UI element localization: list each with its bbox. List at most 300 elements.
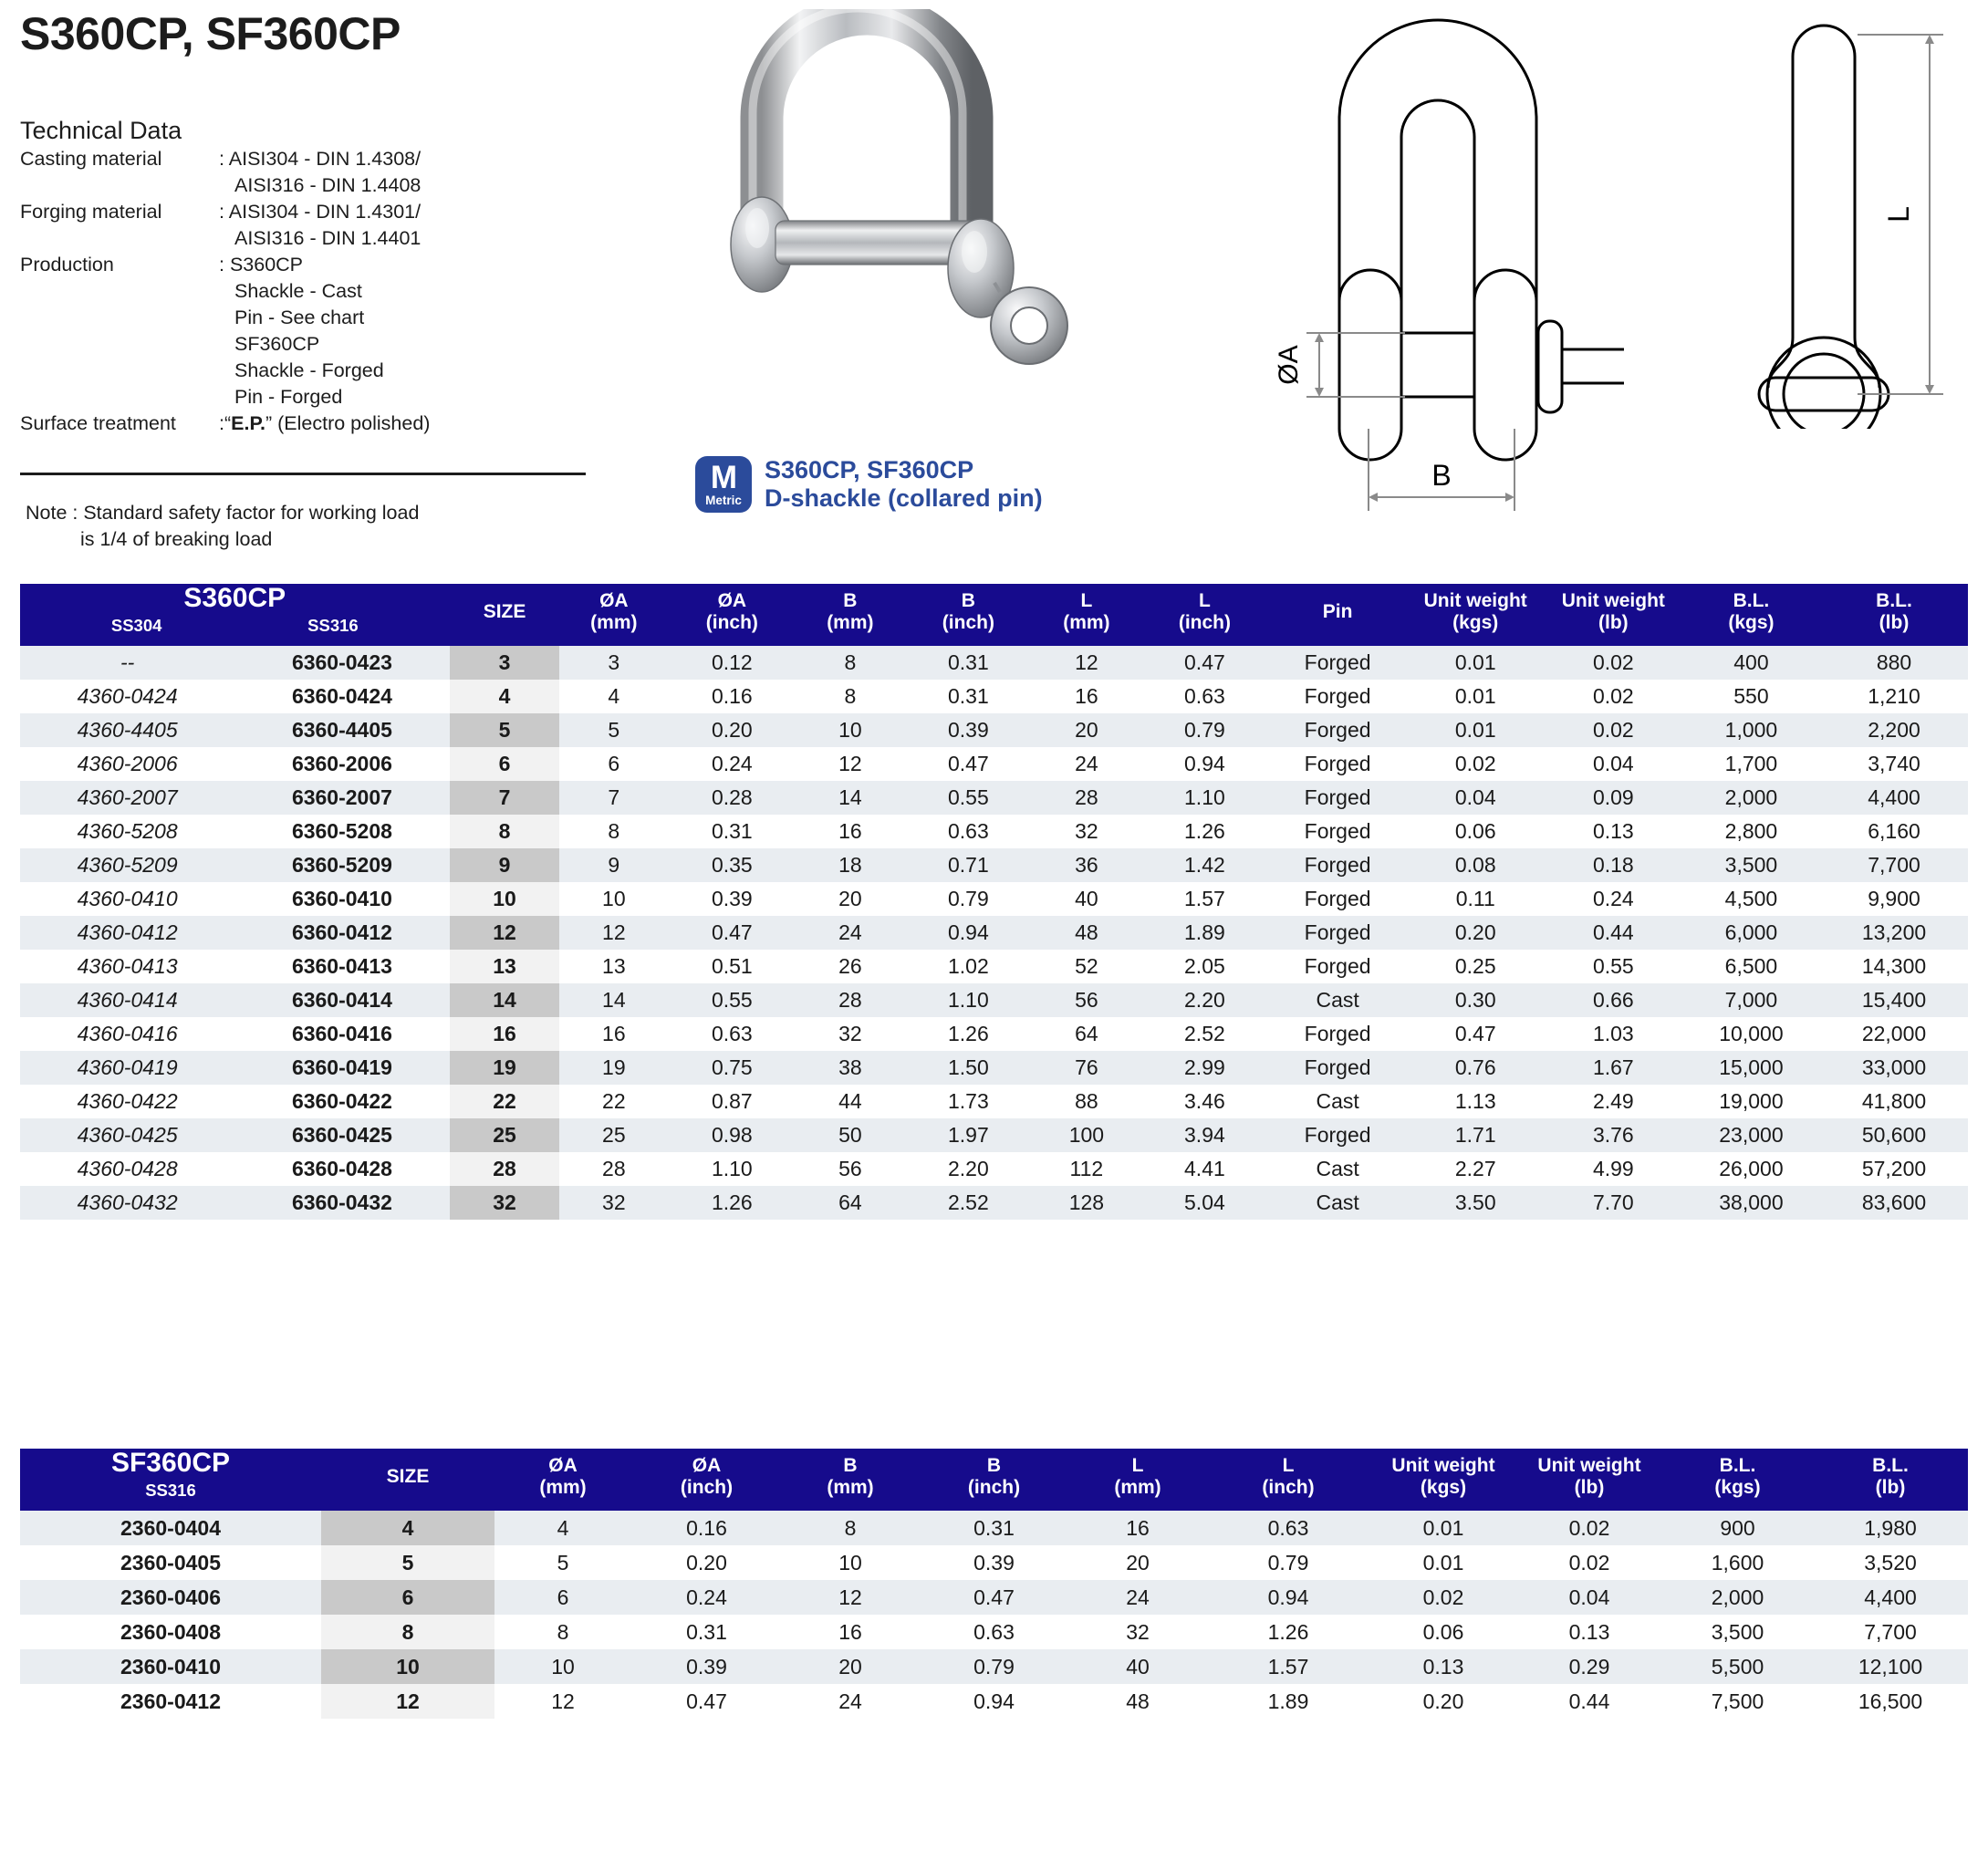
table-cell: 6360-0419 [234,1051,449,1085]
table-cell: 2,200 [1820,713,1968,747]
table-cell: 4 [450,680,560,713]
table-cell: 40 [1069,1649,1206,1684]
table-cell: 2,000 [1662,1580,1813,1615]
table-cell: 4.99 [1545,1152,1682,1186]
spec-row-forging [20,199,430,252]
table-cell: 28 [796,983,905,1017]
table-cell: 9 [450,848,560,882]
col2-header-b-mm-top: B [843,1455,858,1476]
product-label-line1: S360CP, SF360CP [765,456,974,483]
table-cell: 1,980 [1813,1511,1968,1545]
table-cell: 1.73 [904,1085,1032,1118]
table-cell: 7,500 [1662,1684,1813,1719]
table-cell: 0.09 [1545,781,1682,815]
table-cell: 4360-5209 [20,848,234,882]
spec-label-surface: Surface treatment [20,412,176,434]
col2-header-l-mm-top: L [1131,1455,1144,1476]
col-header-b-mm-sub: (mm) [827,612,874,633]
table-cell: 0.44 [1545,916,1682,950]
col2-header-unit-weight-kgs-top: Unit weight [1391,1455,1495,1476]
technical-data-table [20,146,430,437]
table-cell: 0.47 [904,747,1032,781]
table-s360cp-header [20,584,1968,646]
col-header-b-inch-sub: (inch) [942,612,994,633]
spec-row-casting [20,146,430,199]
table-cell: 0.47 [668,916,796,950]
table-cell: 7,700 [1813,1615,1968,1649]
table-cell: 8 [559,815,668,848]
table-cell: 2360-0404 [20,1511,321,1545]
table-cell: 24 [782,1684,919,1719]
table-row [20,713,1968,747]
table-cell: 1.10 [1140,781,1268,815]
table-cell: 64 [796,1186,905,1220]
col2-header-dia-mm-sub: (mm) [539,1477,587,1498]
table-cell: 10 [796,713,905,747]
table-cell: Forged [1269,713,1407,747]
table-cell: 20 [1069,1545,1206,1580]
table-cell: 3.94 [1140,1118,1268,1152]
table-cell: 6360-0422 [234,1085,449,1118]
table-cell: 0.06 [1407,815,1545,848]
col-header-b-inch-top: B [961,590,975,611]
table-row [20,1186,1968,1220]
col2-header-unit-weight-kgs-sub: (kgs) [1420,1477,1467,1498]
safety-note [26,500,419,553]
table-cell: 0.01 [1370,1545,1516,1580]
spec-value-forging-line1: : AISI304 - DIN 1.4301/ [219,201,422,223]
table-cell: 7.70 [1545,1186,1682,1220]
table-cell: 0.39 [631,1649,782,1684]
table-cell: 0.31 [668,815,796,848]
table-cell: 2.05 [1140,950,1268,983]
table-cell: 0.98 [668,1118,796,1152]
spec-value-production-line4: SF360CP [234,333,320,355]
table-cell: 128 [1033,1186,1141,1220]
table-s360cp-wrapper [20,584,1968,1220]
col2-header-unit-weight-kgs [1370,1449,1516,1511]
table-cell: 6360-5208 [234,815,449,848]
table-cell: 0.13 [1516,1615,1662,1649]
spec-row-surface [20,411,430,437]
table-cell: 32 [796,1017,905,1051]
table-cell: 0.24 [668,747,796,781]
col-header-unit-weight-lb-sub: (lb) [1598,612,1629,633]
table-cell: 4.41 [1140,1152,1268,1186]
spec-value-casting-line2: AISI316 - DIN 1.4408 [234,174,422,196]
spec-value-production-line5: Shackle - Forged [234,359,384,381]
table-sf360cp-header [20,1449,1968,1511]
table-cell: 4360-4405 [20,713,234,747]
spec-value-casting [219,146,430,199]
table-cell: 0.63 [668,1017,796,1051]
table-cell: 38,000 [1682,1186,1820,1220]
table-cell: 2360-0408 [20,1615,321,1649]
table-cell: 3,500 [1682,848,1820,882]
table-cell: 14 [796,781,905,815]
table-cell: 400 [1682,646,1820,680]
table-cell: 7 [450,781,560,815]
table-cell: 6,160 [1820,815,1968,848]
table-cell: 100 [1033,1118,1141,1152]
table-row [20,781,1968,815]
spec-value-surface [219,411,430,437]
table-cell: 1,700 [1682,747,1820,781]
metric-badge-icon [695,456,752,513]
table-cell: 16 [796,815,905,848]
col2-header-bl-lb [1813,1449,1968,1511]
table-row [20,950,1968,983]
table-cell: 4360-0422 [20,1085,234,1118]
table-cell: 4,500 [1682,882,1820,916]
table-row [20,1118,1968,1152]
table-cell: 0.63 [904,815,1032,848]
table-cell: 24 [796,916,905,950]
table-cell: 1.57 [1206,1649,1370,1684]
table-cell: 48 [1033,916,1141,950]
table-cell: 2.99 [1140,1051,1268,1085]
table-cell: 18 [796,848,905,882]
table-cell: 0.31 [904,646,1032,680]
spec-value-production-line1: : S360CP [219,254,304,275]
table-cell: 0.01 [1407,646,1545,680]
table-row [20,848,1968,882]
table-cell: 4360-0412 [20,916,234,950]
col-header-l-inch-sub: (inch) [1178,612,1231,633]
table-cell: 1,000 [1682,713,1820,747]
table-cell: 2,800 [1682,815,1820,848]
table-row [20,680,1968,713]
table-cell: 0.39 [904,713,1032,747]
table-cell: 8 [321,1615,494,1649]
table-cell: 0.94 [919,1684,1069,1719]
table-sf360cp [20,1449,1968,1719]
table-cell: 0.47 [919,1580,1069,1615]
table-cell: 1.97 [904,1118,1032,1152]
table-cell: 0.63 [919,1615,1069,1649]
table-cell: 0.02 [1545,680,1682,713]
table-cell: 22 [559,1085,668,1118]
table-cell: 0.04 [1545,747,1682,781]
table-cell: 1,210 [1820,680,1968,713]
col2-header-l-inch-top: L [1282,1455,1295,1476]
shackle-photo-svg [666,9,1095,438]
table-cell: 6360-0428 [234,1152,449,1186]
col2-header-bl-kgs [1662,1449,1813,1511]
table-cell: 0.11 [1407,882,1545,916]
table-cell: 19 [559,1051,668,1085]
table-cell: Cast [1269,983,1407,1017]
table-cell: 83,600 [1820,1186,1968,1220]
table-cell: 0.01 [1370,1511,1516,1545]
table-cell: 7,000 [1682,983,1820,1017]
table-cell: 6360-0425 [234,1118,449,1152]
table-cell: 0.20 [668,713,796,747]
table-cell: 0.47 [1407,1017,1545,1051]
col2-header-b-inch-top: B [986,1455,1002,1476]
table-cell: 12 [559,916,668,950]
table-cell: 0.30 [1407,983,1545,1017]
col2-header-bl-lb-sub: (lb) [1875,1477,1906,1498]
col2-header-dia-inch [631,1449,782,1511]
table-cell: 6,500 [1682,950,1820,983]
table-cell: 3.50 [1407,1186,1545,1220]
table-cell: 5 [450,713,560,747]
spec-value-production-line3: Pin - See chart [234,307,365,328]
col2-header-dia-mm-top: ØA [548,1455,578,1476]
table-cell: 0.79 [919,1649,1069,1684]
col2-header-size [321,1449,494,1511]
table-cell: Cast [1269,1186,1407,1220]
table-cell: 13 [559,950,668,983]
table-cell: 14,300 [1820,950,1968,983]
table-cell: 6 [450,747,560,781]
table-row [20,916,1968,950]
table-cell: 50,600 [1820,1118,1968,1152]
table-cell: 0.44 [1516,1684,1662,1719]
spec-value-casting-line1: : AISI304 - DIN 1.4308/ [219,148,422,170]
table-cell: 2360-0412 [20,1684,321,1719]
table-cell: 16 [559,1017,668,1051]
table-cell: 4 [321,1511,494,1545]
table-cell: 2.52 [904,1186,1032,1220]
table-cell: 0.06 [1370,1615,1516,1649]
table-cell: 13,200 [1820,916,1968,950]
table-cell: 5 [559,713,668,747]
table-cell: 0.28 [668,781,796,815]
table-cell: 0.31 [904,680,1032,713]
col-header-unit-weight-kgs-top: Unit weight [1423,590,1527,611]
table-cell: 6360-4405 [234,713,449,747]
table-cell: 14 [450,983,560,1017]
col2-header-size-top: SIZE [386,1466,430,1487]
table-cell: 12 [450,916,560,950]
table-cell: Forged [1269,848,1407,882]
table-cell: 24 [1069,1580,1206,1615]
table-cell: 2360-0405 [20,1545,321,1580]
table-cell: Cast [1269,1085,1407,1118]
table-row [20,1649,1968,1684]
table-sf360cp-brand: SF360CP [110,1448,231,1478]
table-cell: 56 [796,1152,905,1186]
table-cell: 4360-5208 [20,815,234,848]
table-cell: 550 [1682,680,1820,713]
table-cell: 23,000 [1682,1118,1820,1152]
table-cell: 0.51 [668,950,796,983]
drawing-front-view [1241,0,1752,529]
col-header-size [450,584,560,646]
col-header-bl-lb-sub: (lb) [1879,612,1910,633]
col2-header-dia-inch-top: ØA [692,1455,722,1476]
table-cell: 0.02 [1407,747,1545,781]
table-cell: 2.49 [1545,1085,1682,1118]
table-cell: 20 [1033,713,1141,747]
spec-value-production-line2: Shackle - Cast [234,280,362,302]
metric-product-label [695,456,1043,513]
table-cell: 6360-0414 [234,983,449,1017]
table-cell: 16 [1069,1511,1206,1545]
table-row [20,1152,1968,1186]
table-cell: 2.20 [904,1152,1032,1186]
table-cell: 3 [450,646,560,680]
table-cell: 6360-0432 [234,1186,449,1220]
table-cell: 48 [1069,1684,1206,1719]
table-cell: 22,000 [1820,1017,1968,1051]
table-cell: 2.52 [1140,1017,1268,1051]
table-cell: 0.79 [1140,713,1268,747]
table-cell: 3.46 [1140,1085,1268,1118]
table-cell: 33,000 [1820,1051,1968,1085]
spec-row-production [20,252,430,411]
table-cell: Forged [1269,882,1407,916]
table-cell: 4360-2006 [20,747,234,781]
table-cell: 0.13 [1545,815,1682,848]
col2-header-unit-weight-lb-top: Unit weight [1537,1455,1641,1476]
table-cell: 4360-0416 [20,1017,234,1051]
datasheet-header [0,0,1988,575]
table-cell: 50 [796,1118,905,1152]
table-row [20,1017,1968,1051]
col2-header-bl-kgs-sub: (kgs) [1714,1477,1761,1498]
table-cell: 41,800 [1820,1085,1968,1118]
table-cell: 4 [494,1511,631,1545]
table-cell: 4360-0424 [20,680,234,713]
table-cell: 0.02 [1545,646,1682,680]
table-cell: 26,000 [1682,1152,1820,1186]
table-cell: 0.29 [1516,1649,1662,1684]
table-cell: 880 [1820,646,1968,680]
col-header-b-inch [904,584,1032,646]
table-cell: 0.55 [1545,950,1682,983]
col2-header-bl-kgs-top: B.L. [1719,1455,1756,1476]
table-cell: 0.87 [668,1085,796,1118]
table-cell: 0.71 [904,848,1032,882]
surface-suffix: ” (Electro polished) [265,412,431,434]
table-cell: 6,000 [1682,916,1820,950]
table-cell: 1.03 [1545,1017,1682,1051]
col-header-dia-mm-sub: (mm) [590,612,638,633]
table-cell: 1.57 [1140,882,1268,916]
table-cell: 8 [494,1615,631,1649]
col-header-pin-top: Pin [1322,601,1353,622]
table-cell: 0.24 [1545,882,1682,916]
table-cell: 0.02 [1545,713,1682,747]
dimension-label-diameter-a: ØA [1274,345,1304,385]
col-header-b-mm-top: B [843,590,858,611]
table-cell: 28 [1033,781,1141,815]
col2-header-b-mm [782,1449,919,1511]
table-cell: 900 [1662,1511,1813,1545]
table-cell: 19,000 [1682,1085,1820,1118]
table-s360cp-brand-cell [20,584,450,646]
table-cell: 40 [1033,882,1141,916]
table-cell: 0.76 [1407,1051,1545,1085]
dimension-label-l: L [1882,206,1915,223]
table-cell: Forged [1269,1051,1407,1085]
table-cell: 32 [559,1186,668,1220]
table-cell: 8 [450,815,560,848]
table-cell: 0.94 [1206,1580,1370,1615]
table-cell: 8 [782,1511,919,1545]
table-cell: 0.02 [1370,1580,1516,1615]
table-cell: 0.20 [1370,1684,1516,1719]
safety-note-line1: Note : Standard safety factor for working load [26,502,420,524]
table-cell: 10 [782,1545,919,1580]
table-s360cp-brand: S360CP [183,583,286,613]
table-cell: 5 [494,1545,631,1580]
table-cell: 0.31 [631,1615,782,1649]
table-cell: Forged [1269,680,1407,713]
table-sf360cp-wrapper [20,1449,1968,1719]
table-cell: 10 [321,1649,494,1684]
table-sf360cp-ss316-label: SS316 [145,1481,196,1500]
spec-value-production [219,252,430,411]
table-cell: 0.04 [1516,1580,1662,1615]
table-cell: 16 [782,1615,919,1649]
table-cell: 4,400 [1820,781,1968,815]
table-cell: 20 [796,882,905,916]
metric-badge-sub: Metric [705,493,742,507]
spec-label-forging: Forging material [20,201,162,223]
table-cell: 0.18 [1545,848,1682,882]
table-cell: 1.42 [1140,848,1268,882]
table-cell: 0.02 [1516,1511,1662,1545]
table-cell: 4360-0419 [20,1051,234,1085]
table-row [20,815,1968,848]
col2-header-dia-mm [494,1449,631,1511]
table-cell: 0.39 [668,882,796,916]
col-header-b-mm [796,584,905,646]
table-cell: 4360-0425 [20,1118,234,1152]
table-cell: 0.12 [668,646,796,680]
table-row [20,646,1968,680]
table-cell: 0.04 [1407,781,1545,815]
front-view-svg [1241,0,1752,529]
table-cell: 44 [796,1085,905,1118]
product-label-text [765,456,1043,513]
table-sf360cp-brand-cell [20,1449,321,1511]
table-cell: 19 [450,1051,560,1085]
col-header-l-inch [1140,584,1268,646]
table-cell: 0.55 [668,983,796,1017]
col2-header-b-inch [919,1449,1069,1511]
table-cell: 0.94 [1140,747,1268,781]
table-cell: 24 [1033,747,1141,781]
col-header-bl-lb-top: B.L. [1876,590,1912,611]
table-cell: 12 [494,1684,631,1719]
table-cell: 0.01 [1407,713,1545,747]
table-cell: 0.39 [919,1545,1069,1580]
table-row [20,1051,1968,1085]
col2-header-l-mm-sub: (mm) [1114,1477,1161,1498]
table-cell: 10 [494,1649,631,1684]
col-header-l-mm-top: L [1080,590,1093,611]
table-cell: 0.47 [631,1684,782,1719]
dimension-label-b: B [1431,459,1452,492]
table-cell: 12,100 [1813,1649,1968,1684]
table-s360cp-ss316-label: SS316 [307,616,359,635]
table-cell: 6360-5209 [234,848,449,882]
table-cell: 0.24 [631,1580,782,1615]
table-cell: 10,000 [1682,1017,1820,1051]
product-label-line2: D-shackle (collared pin) [765,484,1043,512]
drawing-side-view [1752,0,1988,429]
table-row [20,1580,1968,1615]
col-header-dia-mm [559,584,668,646]
table-cell: 12 [321,1684,494,1719]
col2-header-unit-weight-lb-sub: (lb) [1574,1477,1605,1498]
table-cell: 12 [796,747,905,781]
